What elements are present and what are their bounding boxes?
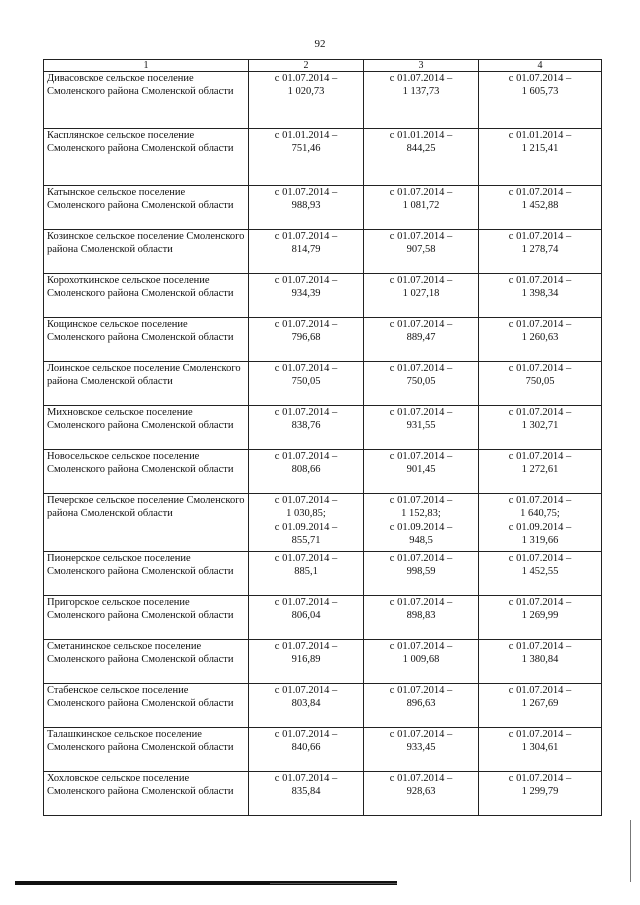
- effective-date: с 01.07.2014 –: [389, 407, 453, 418]
- settlement-name: Кощинское сельское поселение Смоленского района Смоленской области: [44, 318, 249, 362]
- settlement-name: Дивасовское сельское поселение Смоленского района Смоленской области: [44, 72, 249, 129]
- effective-date: с 01.01.2014 –: [274, 130, 338, 141]
- tariff-cell-col-4: [479, 772, 602, 816]
- tariff-cell-col-4: [479, 274, 602, 318]
- tariff-cell-col-2: [249, 684, 364, 728]
- effective-date: с 01.07.2014 –: [508, 641, 572, 652]
- effective-date: с 01.07.2014 –: [389, 641, 453, 652]
- tariff-value: 931,55: [406, 420, 436, 432]
- effective-date: с 01.07.2014 –: [389, 685, 453, 696]
- settlement-name: Хохловское сельское поселение Смоленского района Смоленской области: [44, 772, 249, 816]
- table-header: [44, 60, 602, 72]
- tariff-value: 1 302,71: [521, 420, 559, 432]
- settlement-name: Талашкинское сельское поселение Смоленского района Смоленской области: [44, 728, 249, 772]
- tariff-cell-col-4: [479, 230, 602, 274]
- tariff-cell-col-2: [249, 450, 364, 494]
- tariff-cell-col-2: [249, 640, 364, 684]
- tariff-value: 835,84: [291, 786, 321, 798]
- effective-date: с 01.07.2014 –: [508, 495, 572, 506]
- tariff-value: 1 272,61: [521, 464, 559, 476]
- effective-date: с 01.07.2014 –: [508, 319, 572, 330]
- effective-date: с 01.07.2014 –: [274, 187, 338, 198]
- effective-date: с 01.07.2014 –: [274, 407, 338, 418]
- tariff-value: 889,47: [406, 332, 436, 344]
- tariff-cell-col-4: [479, 186, 602, 230]
- effective-date: с 01.07.2014 –: [389, 773, 453, 784]
- tariff-value: 1 215,41: [521, 143, 559, 155]
- settlement-name: Пригорское сельское поселение Смоленского района Смоленской области: [44, 596, 249, 640]
- effective-date: с 01.07.2014 –: [508, 73, 572, 84]
- table-row: [44, 318, 602, 362]
- tariff-value: 988,93: [291, 200, 321, 212]
- tariff-cell-col-3: [364, 494, 479, 552]
- tariff-value: 814,79: [291, 244, 321, 256]
- page-number: 92: [314, 38, 326, 50]
- effective-date: с 01.07.2014 –: [389, 451, 453, 462]
- table-row: [44, 552, 602, 596]
- tariff-cell-col-4: [479, 362, 602, 406]
- tariff-cell-col-4: [479, 640, 602, 684]
- settlement-name: Сметанинское сельское поселение Смоленского района Смоленской области: [44, 640, 249, 684]
- tariff-value: 934,39: [291, 288, 321, 300]
- effective-date: с 01.07.2014 –: [274, 231, 338, 242]
- tariff-value: 1 452,55: [521, 566, 559, 578]
- table-body: [44, 72, 602, 816]
- effective-date: с 01.07.2014 –: [274, 363, 338, 374]
- tariff-cell-col-4: [479, 728, 602, 772]
- header-col-1: 1: [44, 60, 249, 72]
- tariff-cell-col-2: [249, 230, 364, 274]
- effective-date: с 01.07.2014 –: [508, 275, 572, 286]
- settlement-name: Новосельское сельское поселение Смоленского района Смоленской области: [44, 450, 249, 494]
- tariff-cell-col-2: [249, 494, 364, 552]
- effective-date: с 01.07.2014 –: [274, 773, 338, 784]
- tariff-cell-col-3: [364, 406, 479, 450]
- tariff-value: 808,66: [291, 464, 321, 476]
- tariff-value: 1 267,69: [521, 698, 559, 710]
- table-row: [44, 596, 602, 640]
- tariff-cell-col-3: [364, 186, 479, 230]
- tariff-value: 1 299,79: [521, 786, 559, 798]
- tariff-value: 948,5: [409, 534, 433, 546]
- header-col-4: 4: [479, 60, 602, 72]
- header-col-2: 2: [249, 60, 364, 72]
- tariff-cell-col-3: [364, 450, 479, 494]
- settlement-name: Печерское сельское поселение Смоленского района Смоленской области: [44, 494, 249, 552]
- header-col-3: 3: [364, 60, 479, 72]
- tariff-value: 750,05: [525, 376, 555, 388]
- table-row: [44, 640, 602, 684]
- tariff-cell-col-4: [479, 129, 602, 186]
- settlement-name: Михновское сельское поселение Смоленского района Смоленской области: [44, 406, 249, 450]
- tariff-value: 1 380,84: [521, 654, 559, 666]
- tariff-value: 750,05: [291, 376, 321, 388]
- table-row: [44, 728, 602, 772]
- settlement-name: Катынское сельское поселение Смоленского района Смоленской области: [44, 186, 249, 230]
- effective-date: с 01.07.2014 –: [389, 73, 453, 84]
- table-row: [44, 772, 602, 816]
- effective-date: с 01.07.2014 –: [389, 729, 453, 740]
- settlement-name: Пионерское сельское поселение Смоленского района Смоленской области: [44, 552, 249, 596]
- tariff-value: 1 278,74: [521, 244, 559, 256]
- effective-date: с 01.07.2014 –: [274, 73, 338, 84]
- tariff-value: 838,76: [291, 420, 321, 432]
- tariff-cell-col-2: [249, 406, 364, 450]
- tariff-value: 750,05: [406, 376, 436, 388]
- effective-date: с 01.07.2014 –: [274, 275, 338, 286]
- table-row: [44, 274, 602, 318]
- effective-date: с 01.07.2014 –: [274, 495, 338, 506]
- margin-mark: [630, 820, 631, 882]
- settlement-name: Стабенское сельское поселение Смоленского района Смоленской области: [44, 684, 249, 728]
- effective-date: с 01.09.2014 –: [274, 521, 338, 533]
- table-row: [44, 362, 602, 406]
- tariff-value: 898,83: [406, 610, 436, 622]
- tariff-cell-col-2: [249, 318, 364, 362]
- tariff-cell-col-3: [364, 362, 479, 406]
- tariff-cell-col-3: [364, 129, 479, 186]
- effective-date: с 01.07.2014 –: [389, 597, 453, 608]
- tariff-cell-col-3: [364, 640, 479, 684]
- tariff-cell-col-4: [479, 406, 602, 450]
- tariff-cell-col-2: [249, 772, 364, 816]
- tariff-value: 907,58: [406, 244, 436, 256]
- tariff-value: 1 030,85;: [286, 508, 326, 520]
- effective-date: с 01.07.2014 –: [508, 363, 572, 374]
- tariff-cell-col-3: [364, 230, 479, 274]
- tariff-table: [43, 59, 602, 816]
- effective-date: с 01.07.2014 –: [389, 363, 453, 374]
- tariff-cell-col-3: [364, 684, 479, 728]
- effective-date: с 01.07.2014 –: [389, 495, 453, 506]
- effective-date: с 01.07.2014 –: [389, 275, 453, 286]
- effective-date: с 01.07.2014 –: [274, 597, 338, 608]
- tariff-value: 1 260,63: [521, 332, 559, 344]
- tariff-value: 901,45: [406, 464, 436, 476]
- tariff-value: 1 304,61: [521, 742, 559, 754]
- tariff-cell-col-2: [249, 129, 364, 186]
- tariff-cell-col-2: [249, 362, 364, 406]
- effective-date: с 01.07.2014 –: [508, 729, 572, 740]
- tariff-cell-col-3: [364, 728, 479, 772]
- tariff-value: 1 269,99: [521, 610, 559, 622]
- effective-date: с 01.07.2014 –: [274, 641, 338, 652]
- tariff-cell-col-3: [364, 72, 479, 129]
- tariff-value: 885,1: [294, 566, 318, 578]
- effective-date: с 01.07.2014 –: [274, 553, 338, 564]
- effective-date: с 01.07.2014 –: [274, 729, 338, 740]
- effective-date: с 01.01.2014 –: [389, 130, 453, 141]
- tariff-value: 896,63: [406, 698, 436, 710]
- tariff-value: 1 398,34: [521, 288, 559, 300]
- settlement-name: Лоинское сельское поселение Смоленского района Смоленской области: [44, 362, 249, 406]
- effective-date: с 01.09.2014 –: [508, 521, 572, 533]
- tariff-value: 840,66: [291, 742, 321, 754]
- tariff-cell-col-2: [249, 186, 364, 230]
- tariff-value: 803,84: [291, 698, 321, 710]
- effective-date: с 01.07.2014 –: [274, 685, 338, 696]
- table-row: [44, 494, 602, 552]
- tariff-value: 1 152,83;: [401, 508, 441, 520]
- tariff-cell-col-4: [479, 684, 602, 728]
- tariff-value: 796,68: [291, 332, 321, 344]
- table-row: [44, 186, 602, 230]
- tariff-value: 1 020,73: [287, 86, 325, 98]
- effective-date: с 01.07.2014 –: [389, 553, 453, 564]
- tariff-cell-col-4: [479, 596, 602, 640]
- effective-date: с 01.07.2014 –: [508, 451, 572, 462]
- table-row: [44, 684, 602, 728]
- tariff-value: 933,45: [406, 742, 436, 754]
- tariff-value: 855,71: [291, 534, 321, 546]
- effective-date: с 01.07.2014 –: [508, 685, 572, 696]
- tariff-cell-col-4: [479, 318, 602, 362]
- effective-date: с 01.07.2014 –: [508, 187, 572, 198]
- effective-date: с 01.07.2014 –: [389, 231, 453, 242]
- tariff-cell-col-4: [479, 72, 602, 129]
- effective-date: с 01.07.2014 –: [389, 187, 453, 198]
- tariff-cell-col-3: [364, 274, 479, 318]
- settlement-name: Корохоткинское сельское поселение Смоленского района Смоленской области: [44, 274, 249, 318]
- tariff-cell-col-2: [249, 72, 364, 129]
- table-row: [44, 129, 602, 186]
- effective-date: с 01.09.2014 –: [389, 521, 453, 533]
- tariff-value: 1 319,66: [521, 534, 559, 546]
- effective-date: с 01.07.2014 –: [508, 553, 572, 564]
- tariff-cell-col-4: [479, 494, 602, 552]
- tariff-value: 1 009,68: [402, 654, 440, 666]
- tariff-cell-col-3: [364, 596, 479, 640]
- effective-date: с 01.07.2014 –: [508, 597, 572, 608]
- tariff-value: 844,25: [406, 143, 436, 155]
- tariff-value: 1 137,73: [402, 86, 440, 98]
- tariff-value: 1 081,72: [402, 200, 440, 212]
- effective-date: с 01.07.2014 –: [274, 451, 338, 462]
- tariff-cell-col-4: [479, 450, 602, 494]
- header-row: [44, 60, 602, 72]
- tariff-cell-col-2: [249, 274, 364, 318]
- tariff-cell-col-3: [364, 772, 479, 816]
- tariff-value: 928,63: [406, 786, 436, 798]
- tariff-value: 751,46: [291, 143, 321, 155]
- tariff-cell-col-3: [364, 552, 479, 596]
- tariff-value: 1 027,18: [402, 288, 440, 300]
- table-row: [44, 230, 602, 274]
- table-row: [44, 72, 602, 129]
- tariff-value: 806,04: [291, 610, 321, 622]
- effective-date: с 01.07.2014 –: [389, 319, 453, 330]
- tariff-cell-col-2: [249, 596, 364, 640]
- table-row: [44, 406, 602, 450]
- effective-date: с 01.07.2014 –: [274, 319, 338, 330]
- tariff-value: 916,89: [291, 654, 321, 666]
- tariff-cell-col-3: [364, 318, 479, 362]
- settlement-name: Касплянское сельское поселение Смоленского района Смоленской области: [44, 129, 249, 186]
- settlement-name: Козинское сельское поселение Смоленского района Смоленской области: [44, 230, 249, 274]
- table-row: [44, 450, 602, 494]
- effective-date: с 01.07.2014 –: [508, 231, 572, 242]
- tariff-value: 1 605,73: [521, 86, 559, 98]
- tariff-value: 1 452,88: [521, 200, 559, 212]
- tariff-cell-col-2: [249, 552, 364, 596]
- effective-date: с 01.01.2014 –: [508, 130, 572, 141]
- bottom-rule-thin: [270, 883, 397, 884]
- effective-date: с 01.07.2014 –: [508, 407, 572, 418]
- tariff-cell-col-2: [249, 728, 364, 772]
- effective-date: с 01.07.2014 –: [508, 773, 572, 784]
- tariff-value: 998,59: [406, 566, 436, 578]
- tariff-value: 1 640,75;: [520, 508, 560, 520]
- tariff-cell-col-4: [479, 552, 602, 596]
